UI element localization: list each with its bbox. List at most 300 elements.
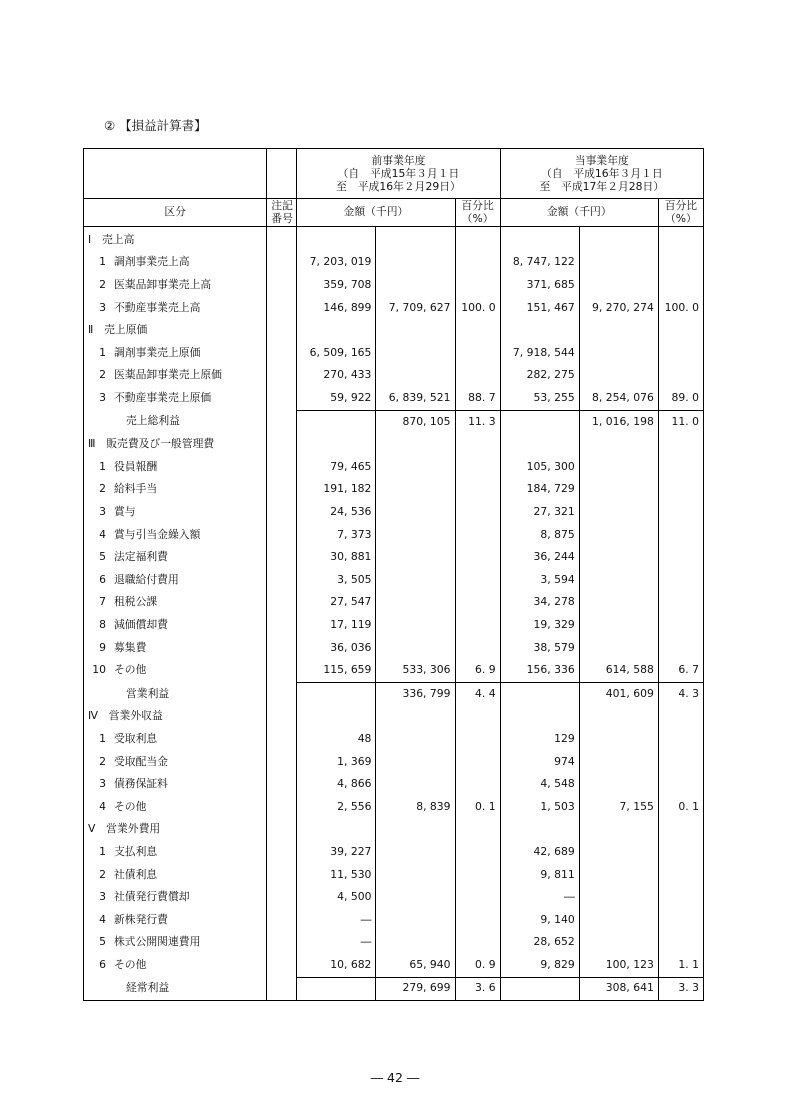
- prior-amount-total: [376, 773, 455, 796]
- prior-amount-total: [376, 274, 455, 297]
- prior-amount-detail: 6, 509, 165: [297, 342, 376, 365]
- item-number: 1: [99, 731, 106, 745]
- note-cell: [267, 796, 297, 819]
- current-amount-total: [579, 365, 658, 388]
- prior-amount-detail: 146, 899: [297, 297, 376, 320]
- prior-percent: [455, 841, 500, 864]
- section-row: [84, 705, 704, 728]
- note-cell: [267, 705, 297, 728]
- item-number: 1: [99, 255, 106, 269]
- prior-amount-detail: 30, 881: [297, 546, 376, 569]
- prior-amount-total: [376, 342, 455, 365]
- prior-percent: [455, 479, 500, 502]
- section-label: Ⅰ 売上高: [88, 232, 135, 246]
- prior-amount-total: [376, 931, 455, 954]
- note-cell: [267, 773, 297, 796]
- row-label: [84, 456, 267, 479]
- row-label: [84, 796, 267, 819]
- row-label: [84, 546, 267, 569]
- current-amount-detail: 4, 548: [500, 773, 579, 796]
- prior-amount-detail: 59, 922: [297, 387, 376, 410]
- current-amount-detail: [500, 410, 579, 433]
- prior-amount-detail: 270, 433: [297, 365, 376, 388]
- current-amount-total: [579, 728, 658, 751]
- prior-amount-detail: 39, 227: [297, 841, 376, 864]
- line-item-row: [84, 931, 704, 954]
- current-percent: [658, 818, 703, 841]
- note-cell: [267, 433, 297, 456]
- current-percent: 89. 0: [658, 387, 703, 410]
- prior-amount-total: [376, 365, 455, 388]
- prior-percent: [455, 592, 500, 615]
- current-percent: [658, 274, 703, 297]
- note-cell: [267, 227, 297, 252]
- item-number: 3: [99, 505, 106, 519]
- note-cell: [267, 365, 297, 388]
- current-pct-header: 百分比 （%）: [658, 199, 703, 227]
- current-percent: [658, 931, 703, 954]
- item-label: 受取配当金: [114, 754, 168, 768]
- current-amount-total: 1, 016, 198: [579, 410, 658, 433]
- row-label: [84, 614, 267, 637]
- prior-percent: [455, 456, 500, 479]
- current-amount-total: [579, 705, 658, 728]
- prior-amount-detail: 7, 203, 019: [297, 252, 376, 275]
- prior-amount-detail: [297, 682, 376, 705]
- item-label: 減価償却費: [114, 617, 168, 631]
- note-cell: [267, 682, 297, 705]
- prior-amount-detail: 11, 530: [297, 864, 376, 887]
- current-amount-detail: 105, 300: [500, 456, 579, 479]
- note-cell: [267, 909, 297, 932]
- current-amount-detail: 1, 503: [500, 796, 579, 819]
- current-amount-detail: 3, 594: [500, 569, 579, 592]
- prior-amount-detail: 7, 373: [297, 524, 376, 547]
- current-amount-detail: 156, 336: [500, 659, 579, 682]
- prior-percent: 100. 0: [455, 297, 500, 320]
- prior-amount-total: [376, 456, 455, 479]
- section-label: Ⅲ 販売費及び一般管理費: [88, 437, 215, 451]
- prior-percent: 0. 9: [455, 954, 500, 977]
- prior-percent: [455, 274, 500, 297]
- prior-amount-detail: 24, 536: [297, 501, 376, 524]
- current-percent: [658, 365, 703, 388]
- prior-amount-total: [376, 705, 455, 728]
- prior-percent: [455, 886, 500, 909]
- current-amount-total: [579, 501, 658, 524]
- current-amount-detail: 27, 321: [500, 501, 579, 524]
- current-amount-detail: 282, 275: [500, 365, 579, 388]
- item-label: 法定福利費: [114, 550, 168, 564]
- item-number: 10: [92, 663, 106, 677]
- current-amount-detail: [500, 818, 579, 841]
- current-period-to: 至 平成17年２月28日）: [539, 180, 665, 194]
- current-amount-detail: ―: [500, 886, 579, 909]
- item-label: 給料手当: [114, 482, 158, 496]
- section-row: [84, 227, 704, 252]
- prior-amount-detail: 1, 369: [297, 751, 376, 774]
- prior-amount-total: [376, 909, 455, 932]
- current-amount-total: [579, 319, 658, 342]
- row-label: [84, 637, 267, 660]
- current-amount-total: [579, 592, 658, 615]
- current-amount-total: [579, 886, 658, 909]
- current-period-title: 当事業年度: [574, 153, 629, 167]
- section-label: Ⅴ 営業外費用: [88, 822, 161, 836]
- current-amount-total: [579, 342, 658, 365]
- current-amount-total: [579, 614, 658, 637]
- current-percent: [658, 252, 703, 275]
- prior-amount-total: [376, 751, 455, 774]
- row-label: [84, 592, 267, 615]
- current-amount-total: [579, 773, 658, 796]
- row-label: [84, 274, 267, 297]
- prior-amount-total: [376, 319, 455, 342]
- current-percent: [658, 705, 703, 728]
- row-label: [84, 931, 267, 954]
- prior-amount-total: [376, 479, 455, 502]
- row-label: [84, 524, 267, 547]
- current-amount-total: [579, 841, 658, 864]
- prior-amount-detail: 2, 556: [297, 796, 376, 819]
- item-label: 賞与: [114, 505, 136, 519]
- prior-amount-total: [376, 886, 455, 909]
- current-amount-detail: [500, 227, 579, 252]
- page-number: ― 42 ―: [370, 1070, 420, 1085]
- prior-percent: 11. 3: [455, 410, 500, 433]
- current-amount-detail: 28, 652: [500, 931, 579, 954]
- line-item-row: [84, 637, 704, 660]
- prior-percent: 0. 1: [455, 796, 500, 819]
- current-percent: [658, 841, 703, 864]
- prior-amount-detail: 3, 505: [297, 569, 376, 592]
- note-cell: [267, 659, 297, 682]
- current-percent: 6. 7: [658, 659, 703, 682]
- current-percent: [658, 864, 703, 887]
- note-cell: [267, 410, 297, 433]
- section-row: [84, 433, 704, 456]
- item-label: 不動産事業売上原価: [114, 391, 212, 405]
- line-item-row: [84, 751, 704, 774]
- current-period-from: （自 平成16年３月１日: [540, 166, 663, 180]
- row-label: [84, 886, 267, 909]
- note-cell: [267, 614, 297, 637]
- row-label: [84, 818, 267, 841]
- row-label: [84, 319, 267, 342]
- current-period-header: [500, 149, 703, 199]
- row-label: [84, 227, 267, 252]
- current-amount-total: [579, 524, 658, 547]
- current-amount-total: [579, 569, 658, 592]
- subtotal-row: [84, 682, 704, 705]
- current-amount-detail: 9, 140: [500, 909, 579, 932]
- prior-amount-detail: [297, 410, 376, 433]
- prior-amount-detail: [297, 977, 376, 1001]
- section-label: Ⅳ 営業外収益: [88, 709, 163, 723]
- prior-amount-detail: [297, 705, 376, 728]
- prior-percent: [455, 501, 500, 524]
- item-label: 支払利息: [114, 844, 158, 858]
- prior-amount-detail: ―: [297, 909, 376, 932]
- current-percent: [658, 546, 703, 569]
- prior-amount-header: 金額（千円）: [297, 199, 455, 227]
- current-amount-total: 100, 123: [579, 954, 658, 977]
- current-percent: [658, 524, 703, 547]
- current-amount-detail: 9, 829: [500, 954, 579, 977]
- current-percent: [658, 614, 703, 637]
- prior-percent: [455, 524, 500, 547]
- prior-amount-total: [376, 818, 455, 841]
- prior-pct-header: 百分比 （%）: [455, 199, 500, 227]
- current-percent: [658, 227, 703, 252]
- line-item-row: [84, 274, 704, 297]
- current-percent: 11. 0: [658, 410, 703, 433]
- note-cell: [267, 501, 297, 524]
- line-item-row: [84, 365, 704, 388]
- prior-amount-detail: 115, 659: [297, 659, 376, 682]
- prior-amount-total: [376, 252, 455, 275]
- item-label: 賞与引当金繰入額: [114, 527, 201, 541]
- current-amount-total: [579, 274, 658, 297]
- current-amount-detail: 38, 579: [500, 637, 579, 660]
- prior-amount-detail: [297, 433, 376, 456]
- note-cell: [267, 637, 297, 660]
- note-cell: [267, 728, 297, 751]
- item-number: 2: [99, 754, 106, 768]
- note-cell: [267, 297, 297, 320]
- prior-amount-total: 336, 799: [376, 682, 455, 705]
- item-number: 1: [99, 345, 106, 359]
- item-label: その他: [114, 663, 147, 677]
- row-label: [84, 773, 267, 796]
- prior-percent: [455, 909, 500, 932]
- prior-amount-detail: [297, 319, 376, 342]
- prior-amount-total: 65, 940: [376, 954, 455, 977]
- note-cell: [267, 456, 297, 479]
- prior-amount-total: [376, 841, 455, 864]
- note-cell: [267, 387, 297, 410]
- line-item-row: [84, 546, 704, 569]
- section-title: ② 【損益計算書】: [104, 118, 207, 133]
- current-amount-detail: 36, 244: [500, 546, 579, 569]
- current-amount-detail: 974: [500, 751, 579, 774]
- current-amount-total: 308, 641: [579, 977, 658, 1001]
- prior-amount-total: [376, 614, 455, 637]
- item-label: 調剤事業売上原価: [114, 345, 201, 359]
- prior-amount-detail: 17, 119: [297, 614, 376, 637]
- current-percent: 100. 0: [658, 297, 703, 320]
- row-label: [84, 954, 267, 977]
- item-number: 1: [99, 459, 106, 473]
- current-amount-total: 9, 270, 274: [579, 297, 658, 320]
- item-number: 2: [99, 867, 106, 881]
- row-label: [84, 501, 267, 524]
- note-cell: [267, 546, 297, 569]
- income-statement-table: [83, 148, 704, 1001]
- prior-amount-total: [376, 637, 455, 660]
- note-header: 注記 番号: [267, 199, 297, 227]
- prior-percent: [455, 569, 500, 592]
- current-percent: [658, 501, 703, 524]
- row-label: [84, 841, 267, 864]
- current-amount-detail: 8, 747, 122: [500, 252, 579, 275]
- current-percent: 3. 3: [658, 977, 703, 1001]
- prior-period-header: [297, 149, 500, 199]
- line-item-row: [84, 864, 704, 887]
- prior-amount-total: 8, 839: [376, 796, 455, 819]
- current-percent: [658, 637, 703, 660]
- prior-amount-total: 6, 839, 521: [376, 387, 455, 410]
- item-number: 5: [99, 935, 106, 949]
- current-amount-detail: [500, 319, 579, 342]
- line-item-row: [84, 569, 704, 592]
- item-number: 3: [99, 777, 106, 791]
- current-amount-total: 7, 155: [579, 796, 658, 819]
- item-number: 3: [99, 890, 106, 904]
- section-label: Ⅱ 売上原価: [88, 323, 148, 337]
- item-label: 役員報酬: [114, 459, 158, 473]
- prior-amount-total: [376, 524, 455, 547]
- note-cell: [267, 319, 297, 342]
- prior-amount-total: [376, 546, 455, 569]
- prior-percent: [455, 751, 500, 774]
- item-number: 4: [99, 912, 106, 926]
- subtotal-row: [84, 977, 704, 1001]
- section-row: [84, 818, 704, 841]
- current-percent: [658, 773, 703, 796]
- subtotal-label: 営業利益: [126, 686, 170, 700]
- item-label: 新株発行費: [114, 912, 168, 926]
- note-cell: [267, 252, 297, 275]
- item-number: 6: [99, 572, 106, 586]
- row-label: [84, 909, 267, 932]
- subtotal-label: 売上総利益: [126, 414, 180, 428]
- note-cell: [267, 751, 297, 774]
- prior-percent: [455, 433, 500, 456]
- current-amount-total: [579, 931, 658, 954]
- prior-period-title: 前事業年度: [371, 153, 426, 167]
- current-percent: [658, 342, 703, 365]
- line-item-row: [84, 479, 704, 502]
- prior-amount-detail: 191, 182: [297, 479, 376, 502]
- current-percent: [658, 479, 703, 502]
- note-cell: [267, 592, 297, 615]
- current-percent: [658, 886, 703, 909]
- current-amount-detail: [500, 682, 579, 705]
- row-label: [84, 252, 267, 275]
- prior-percent: [455, 818, 500, 841]
- current-amount-total: [579, 751, 658, 774]
- note-cell: [267, 274, 297, 297]
- blank-note-header-cell: [267, 149, 297, 199]
- item-number: 2: [99, 278, 106, 292]
- note-cell: [267, 931, 297, 954]
- prior-percent: [455, 365, 500, 388]
- current-amount-total: [579, 818, 658, 841]
- prior-amount-total: [376, 227, 455, 252]
- note-cell: [267, 524, 297, 547]
- line-item-row: [84, 886, 704, 909]
- prior-period-from: （自 平成15年３月１日: [337, 166, 460, 180]
- current-amount-total: [579, 909, 658, 932]
- current-amount-total: [579, 637, 658, 660]
- prior-percent: [455, 773, 500, 796]
- prior-percent: [455, 252, 500, 275]
- item-number: 1: [99, 844, 106, 858]
- prior-amount-total: 7, 709, 627: [376, 297, 455, 320]
- item-label: 社債発行費償却: [114, 890, 190, 904]
- prior-amount-detail: [297, 818, 376, 841]
- current-amount-detail: [500, 705, 579, 728]
- line-item-row: [84, 614, 704, 637]
- row-label: [84, 659, 267, 682]
- prior-percent: [455, 319, 500, 342]
- item-label: 医薬品卸事業売上高: [114, 278, 212, 292]
- prior-percent: [455, 705, 500, 728]
- line-item-row: [84, 297, 704, 320]
- row-label: [84, 365, 267, 388]
- item-number: 4: [99, 799, 106, 813]
- row-label: [84, 387, 267, 410]
- row-label: [84, 728, 267, 751]
- current-percent: [658, 592, 703, 615]
- current-amount-total: [579, 227, 658, 252]
- line-item-row: [84, 773, 704, 796]
- line-item-row: [84, 387, 704, 410]
- row-label: [84, 751, 267, 774]
- current-percent: [658, 751, 703, 774]
- item-number: 7: [99, 595, 106, 609]
- prior-percent: 6. 9: [455, 659, 500, 682]
- current-amount-detail: 9, 811: [500, 864, 579, 887]
- current-amount-total: [579, 479, 658, 502]
- prior-amount-total: [376, 864, 455, 887]
- prior-percent: [455, 931, 500, 954]
- prior-amount-detail: 359, 708: [297, 274, 376, 297]
- current-amount-detail: [500, 977, 579, 1001]
- prior-percent: 88. 7: [455, 387, 500, 410]
- prior-amount-detail: ―: [297, 931, 376, 954]
- row-label: [84, 977, 267, 1001]
- prior-amount-total: 870, 105: [376, 410, 455, 433]
- note-cell: [267, 977, 297, 1001]
- note-cell: [267, 841, 297, 864]
- current-amount-detail: 151, 467: [500, 297, 579, 320]
- prior-amount-total: [376, 569, 455, 592]
- prior-amount-detail: 4, 866: [297, 773, 376, 796]
- note-cell: [267, 479, 297, 502]
- section-row: [84, 319, 704, 342]
- item-label: その他: [114, 958, 147, 972]
- prior-percent: [455, 637, 500, 660]
- item-label: 受取利息: [114, 731, 158, 745]
- prior-percent: 3. 6: [455, 977, 500, 1001]
- current-amount-detail: 371, 685: [500, 274, 579, 297]
- note-cell: [267, 954, 297, 977]
- blank-header-cell: [84, 149, 267, 199]
- prior-amount-detail: 27, 547: [297, 592, 376, 615]
- current-amount-detail: [500, 433, 579, 456]
- current-percent: [658, 728, 703, 751]
- row-label: [84, 705, 267, 728]
- column-header-row: [84, 199, 704, 227]
- line-item-row: [84, 252, 704, 275]
- prior-amount-total: [376, 728, 455, 751]
- current-percent: [658, 433, 703, 456]
- item-number: 3: [99, 391, 106, 405]
- item-label: 調剤事業売上高: [114, 255, 190, 269]
- row-label: [84, 479, 267, 502]
